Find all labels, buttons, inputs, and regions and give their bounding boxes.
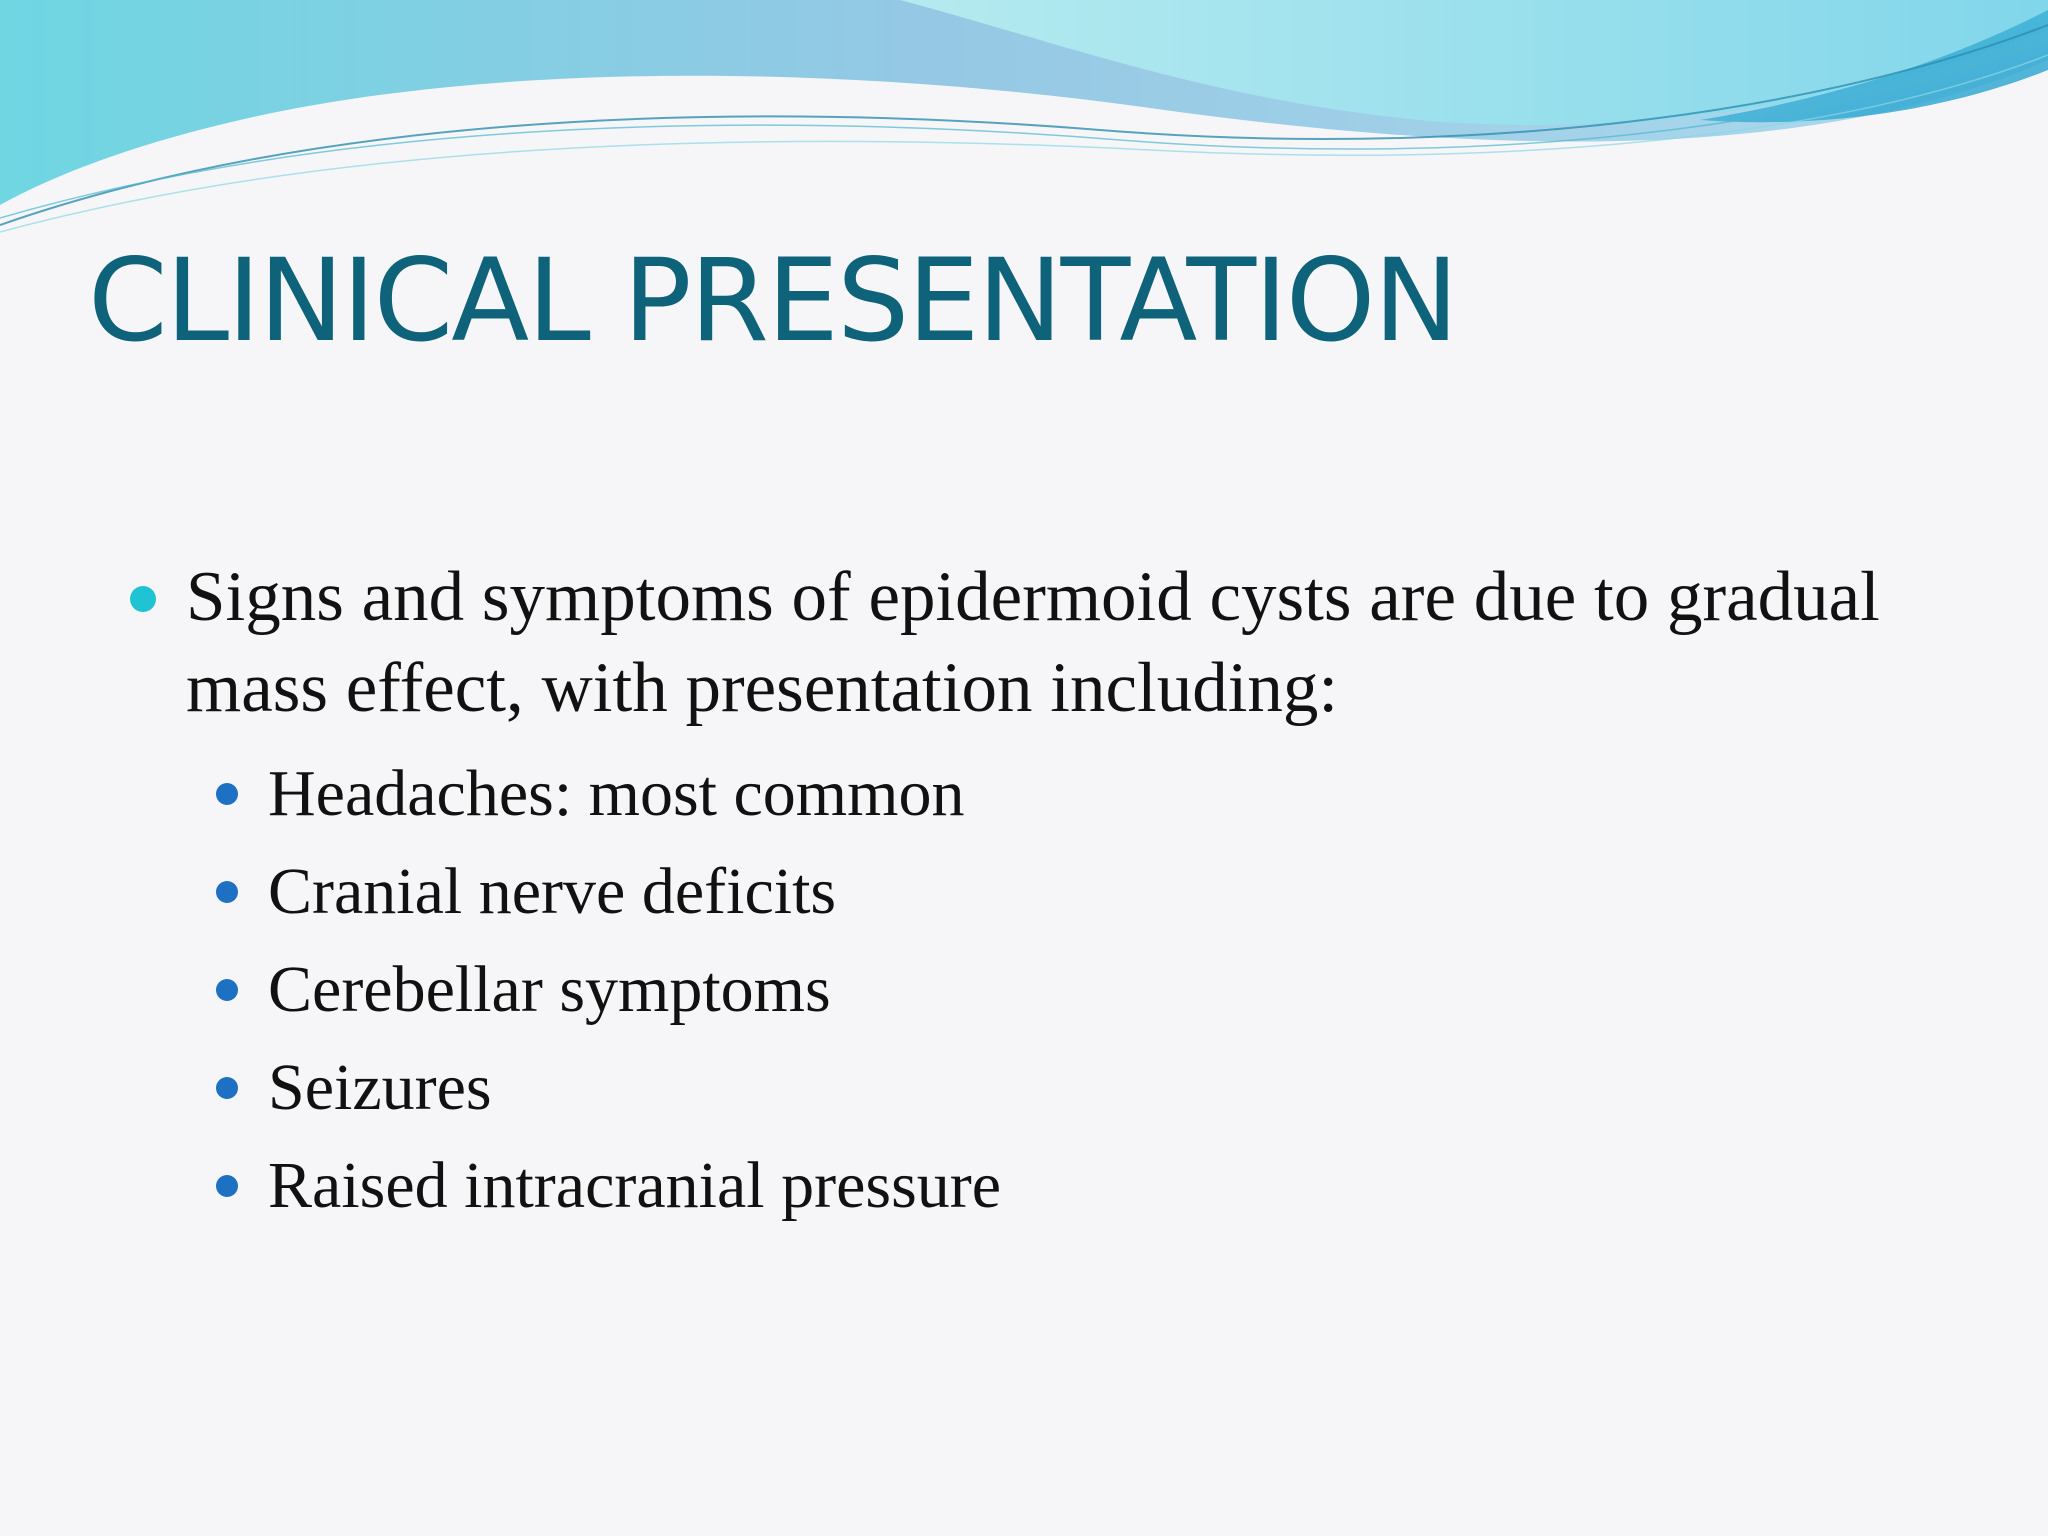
list-item bbox=[130, 944, 1980, 1042]
list-item bbox=[130, 1140, 1980, 1238]
bullet-dot-icon bbox=[130, 586, 156, 612]
sub-bullet-text: Cerebellar symptoms bbox=[268, 953, 831, 1026]
list-item bbox=[130, 748, 1980, 846]
sub-bullet-text: Raised intracranial pressure bbox=[268, 1149, 1002, 1222]
bullet-dot-icon bbox=[216, 979, 238, 1001]
sub-bullet-text: Headaches: most common bbox=[268, 757, 965, 830]
wave-header-decoration bbox=[0, 0, 2048, 240]
bullet-dot-icon bbox=[216, 783, 238, 805]
slide-title: CLINICAL PRESENTATION bbox=[88, 234, 1457, 367]
bullet-dot-icon bbox=[216, 881, 238, 903]
bullet-dot-icon bbox=[216, 1077, 238, 1099]
sub-bullet-text: Seizures bbox=[268, 1051, 492, 1124]
bullet-content bbox=[130, 552, 1980, 1238]
sub-bullet-list bbox=[130, 748, 1980, 1238]
bullet-dot-icon bbox=[216, 1175, 238, 1197]
main-bullet-text: Signs and symptoms of epidermoid cysts are due to gradual mass effect, with presentation including: bbox=[186, 558, 1880, 727]
main-bullet bbox=[130, 552, 1980, 734]
list-item bbox=[130, 1042, 1980, 1140]
sub-bullet-text: Cranial nerve deficits bbox=[268, 855, 837, 928]
list-item bbox=[130, 846, 1980, 944]
